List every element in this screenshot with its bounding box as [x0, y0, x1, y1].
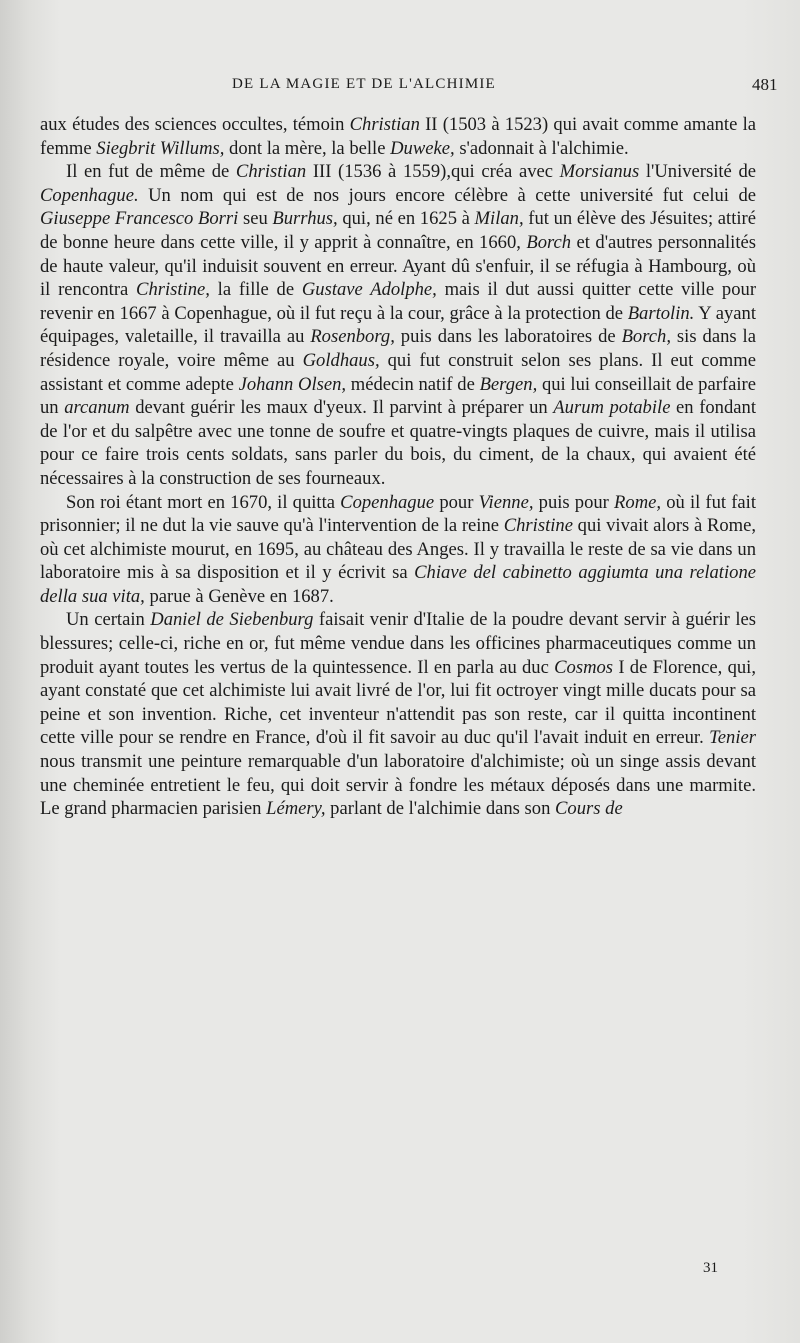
italic-run: Milan,: [474, 208, 524, 230]
italic-run: Borch: [526, 231, 572, 253]
text-run: où il fut fait prisonnier; il ne dut la vie sauve qu'à l'intervention de la reine: [40, 491, 757, 537]
signature-mark: 31: [703, 1260, 718, 1276]
text-run: Il en fut de même de: [66, 161, 236, 183]
italic-run: Christine,: [136, 279, 210, 301]
italic-run: Daniel de Siebenburg: [150, 609, 314, 631]
italic-run: Christine: [503, 515, 573, 537]
italic-run: Rosenborg,: [310, 326, 395, 348]
text-run: Un nom qui est de nos jours encore célèbre à cette université fut celui de: [138, 184, 756, 206]
text-run: III (1536 à 1559),qui créa avec: [306, 161, 560, 183]
text-run: nous transmit une peinture remarquable d'un laboratoire d'alchimiste; où un singe assis devant une cheminée entretient le feu, qui doit servir à fondre les métaux déposés dans une marmite. Le grand pharmacien parisien: [40, 751, 756, 820]
text-run: l'Université de: [639, 161, 756, 183]
running-title: DE LA MAGIE ET DE L'ALCHIMIE: [232, 76, 496, 92]
italic-run: Vienne,: [478, 491, 534, 513]
italic-run: Lémery,: [266, 798, 326, 820]
text-run: sis dans la résidence royale, voire même au: [40, 326, 756, 371]
text-run: dont la mère, la belle: [224, 137, 391, 159]
paragraph: [40, 160, 756, 490]
italic-run: Christian: [349, 114, 420, 135]
body-text: [40, 113, 756, 821]
italic-run: Johann Olsen,: [238, 373, 347, 395]
page-number: 481: [752, 75, 778, 94]
italic-run: arcanum: [64, 397, 130, 419]
page-header: [0, 76, 800, 98]
italic-run: Cosmos: [554, 656, 614, 678]
text-run: fut un élève des Jésuites; attiré de bonne heure dans cette ville, il y apprit à connaître, en 1660,: [40, 208, 756, 253]
italic-run: Aurum potabile: [553, 397, 671, 419]
italic-run: Goldhaus,: [302, 349, 380, 371]
italic-run: Copenhague: [340, 491, 435, 513]
paragraph: [40, 113, 756, 160]
italic-run: Bartolin.: [627, 302, 695, 324]
text-run: parue à Genève en 1687.: [144, 585, 334, 607]
italic-run: Gustave Adolphe,: [301, 279, 437, 301]
italic-run: Tenier: [709, 727, 756, 749]
italic-run: Borch,: [621, 326, 671, 348]
italic-run: Bergen,: [479, 373, 538, 395]
text-run: II (1503 à 1523) qui avait comme amante la femme: [40, 114, 756, 159]
text-run: parlant de l'alchimie dans son: [325, 798, 556, 820]
italic-run: Christian: [235, 161, 307, 183]
text-run: Y ayant équipages, valetaille, il travailla au: [40, 302, 756, 348]
italic-run: Giuseppe Francesco Borri: [40, 208, 239, 230]
text-run: Un certain: [66, 609, 151, 631]
text-run: qui fut construit selon ses plans. Il eut comme assistant et comme adepte: [40, 349, 756, 395]
paragraph: [40, 491, 756, 609]
italic-run: Copenhague.: [40, 184, 139, 206]
text-run: faisait venir d'Italie de la poudre devant servir à guérir les blessures; celle-ci, riche en or, fut même vendue dans les officines pharmaceutiques comme un produit ayant toutes les vertus de la quintessence. Il en parla au duc: [40, 609, 756, 678]
text-run: puis pour: [533, 491, 615, 513]
italic-run: Burrhus,: [272, 208, 338, 230]
text-run: devant guérir les maux d'yeux. Il parvint à préparer un: [129, 397, 554, 419]
text-run: puis dans les laboratoires de: [394, 326, 622, 348]
italic-run: Siegbrit Willums,: [96, 137, 225, 159]
text-run: mais il dut aussi quitter cette ville pour revenir en 1667 à Copenhague, où il fut reçu à la cour, grâce à la protection de: [40, 279, 757, 324]
italic-run: Chiave del cabinetto aggiumta una relatione della sua vita,: [40, 562, 756, 607]
italic-run: Rome,: [614, 491, 662, 513]
text-run: s'adonnait à l'alchimie.: [454, 137, 629, 159]
italic-run: Morsianus: [559, 161, 640, 183]
text-run: la fille de: [209, 279, 302, 301]
paragraph: [40, 608, 756, 820]
text-run: qui, né en 1625 à: [337, 208, 475, 230]
text-run: aux études des sciences occultes, témoin: [40, 114, 350, 135]
text-run: I de Florence, qui, ayant constaté que cet alchimiste lui avait livré de l'or, lui fit octroyer vingt mille ducats pour sa peine et son invention. Riche, cet inventeur n'attendit pas son reste, car il quitta incontinent cette ville pour se rendre en France, d'où il fit savoir au duc qu'il l'avait induit en erreur.: [40, 656, 756, 749]
text-run: pour: [434, 491, 479, 513]
italic-run: Duweke,: [390, 137, 455, 159]
text-run: et d'autres personnalités de haute valeur, qu'il induisit souvent en erreur. Ayant dû s'enfuir, il se réfugia à Hambourg, où il rencontra: [40, 231, 757, 301]
text-run: qui vivait alors à Rome, où cet alchimiste mourut, en 1695, au château des Anges. Il y travailla le reste de sa vie dans un laboratoire mis à sa disposition et il y écrivit sa: [40, 515, 757, 584]
text-run: en fondant de l'or et du salpêtre avec une tonne de soufre et quatre-vingts plaques de cuivre, mais il utilisa pour ce faire trois cents soldats, sans parler du bois, du ciment, de la chaux, qui avaient été nécessaires à la construction de ses fourneaux.: [40, 397, 756, 489]
text-run: médecin natif de: [346, 373, 480, 395]
text-run: seu: [238, 208, 273, 230]
italic-run: Cours de: [555, 798, 623, 820]
text-run: qui lui conseillait de parfaire un: [40, 373, 756, 419]
text-run: Son roi étant mort en 1670, il quitta: [66, 491, 341, 513]
